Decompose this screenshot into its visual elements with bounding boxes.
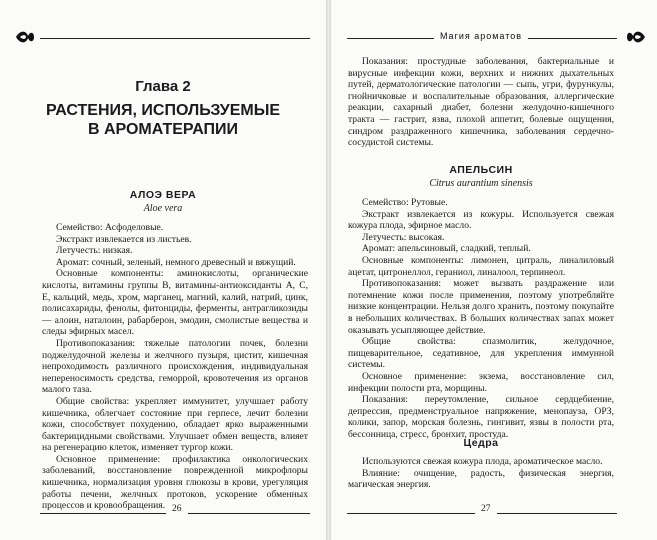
plant-latin-aloe: Aloe vera [143,203,183,214]
header-rule [40,38,310,39]
chapter-title-line2: В АРОМАТЕРАПИИ [87,121,239,138]
page-number: 26 [166,504,188,514]
paragraph: Основные компоненты: аминокислоты, органические кислоты, витамины группы В, витамины-антиоксиданты А, С, Е, кальций, медь, хром, марганец, магний, калий, натрий, цинк, полисахариды, фенолы, фитонциды, ферменты, антрагликозиды — алоин, наталоин, рабарберон, эмодин, смолистые вещества и следы эфирных масел. [42,268,308,338]
paragraph: Летучесть: высокая. [362,231,445,243]
paragraph: Основное применение: профилактика онкологических заболеваний, восстановление поврежденной микрофлоры кишечника, нормализация уровня глюкозы в крови, урегуляция работы печени, желчных протоков, ускорение обменных процессов и кровообращения. [42,453,308,512]
orange-description [348,197,614,440]
zest-description [348,456,614,491]
plant-name-aloe: АЛОЭ ВЕРА [129,189,197,201]
chapter-number: Глава 2 [135,78,191,95]
paragraph: Семейство: Рутовые. [362,197,448,208]
paragraph: Показания: простудные заболевания, бактериальные и вирусные инфекции кожи, верхних и нижних дыхательных путей, дерматологические патологии — сыпь, угри, фурункулы, гнойничковые и воспалительные образования, аллергические реакции, сахарный диабет, болезни желудочно-кишечного тракта — гастрит, язва, плохой аппетит, болевые ощущения, синдром раздраженного кишечника, заболевания сердечно-сосудистой системы. [348,56,614,149]
paragraph: Показания: переутомление, сильное сердцебиение, депрессия, предменструальное напряжение, менопауза, ОРЗ, колики, запор, морская болезнь, гингивит, язвы в полости рта, бессонница, стресс, бронхит, простуда. [348,394,614,440]
running-head: Магия ароматов [331,31,631,41]
intro-paragraph [348,56,614,149]
paragraph: Влияние: очищение, радость, физическая энергия, магическая энергия. [348,467,614,491]
chapter-title-line1: РАСТЕНИЯ, ИСПОЛЬЗУЕМЫЕ [45,102,281,119]
paragraph: Общие свойства: укрепляет иммунитет, улучшает работу кишечника, облегчает состояние при герпесе, лечит болезни кожи, способствует похудению, обладает ярко выраженными бактерицидными свойствами. Улучшает обмен веществ, влияет на регенерацию клеток, изменяет тургор кожи. [42,395,308,454]
chapter-title [0,101,326,139]
paragraph: Аромат: сочный, зеленый, немного древесный и вяжущий. [56,256,296,268]
aloe-description [42,222,308,512]
plant-name-orange: АПЕЛЬСИН [449,164,513,176]
paragraph: Семейство: Асфоделовые. [56,222,164,233]
paragraph: Экстракт извлекается из листьев. [56,233,192,245]
paragraph: Противопоказания: может вызвать раздражение или потемнение кожи после применения, поэтому употребляйте низкие концентрации. Нельзя долго хранить, поэтому покупайте в небольших количествах. В больших количествах запах может оказывать усыпляющее действие. [348,278,614,336]
paragraph: Используются свежая кожура плода, ароматическое масло. [362,456,603,467]
paragraph: Общие свойства: спазмолитик, желудочное, пищеварительное, седативное, для укрепления иммунной системы. [348,336,614,371]
paragraph: Аромат: апельсиновый, сладкий, теплый. [362,243,531,255]
paragraph: Основные компоненты: лимонен, цитраль, линалиловый ацетат, цитронеллол, гераниол, линалоол, терпинеол. [348,254,614,278]
paragraph: Летучесть: низкая. [56,245,133,257]
plant-latin-orange: Citrus aurantium sinensis [429,178,533,189]
paragraph: Экстракт извлекается из кожуры. Используется свежая кожура плода, эфирное масло. [348,208,614,232]
flourish-ornament-icon [625,28,647,46]
paragraph: Противопоказания: тяжелые патологии почек, болезни поджелудочной железы и желчного пузыря, цистит, кишечная непроходимость различного происхождения, индивидуальная непереносимость средства, геморрой, кровотечения из органов малого таза. [42,337,308,396]
flourish-ornament-icon [14,28,36,46]
page-number: 27 [475,504,497,514]
plant-name-zest: Цедра [463,437,499,449]
left-page [0,0,326,540]
right-page [331,0,657,540]
paragraph: Основное применение: экзема, восстановление сил, инфекции полости рта, морщины. [348,370,614,394]
